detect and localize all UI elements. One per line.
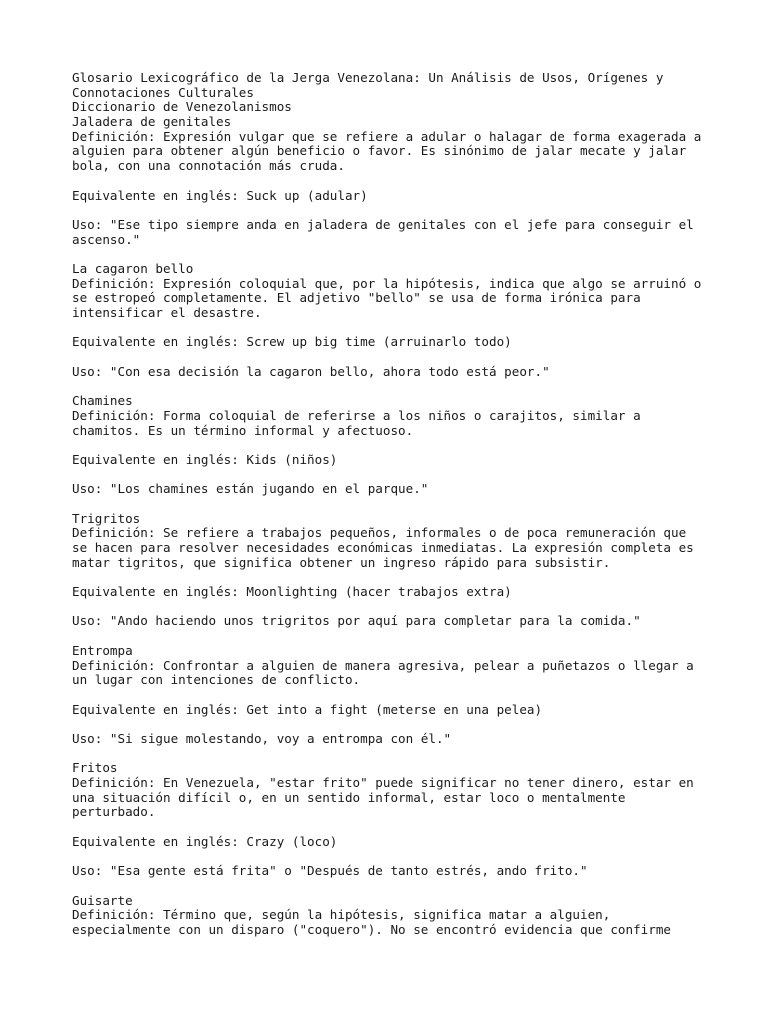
spacer <box>72 688 768 703</box>
entry-usage-line: Uso: "Con esa decisión la cagaron bello, ahora todo está peor." <box>72 363 550 379</box>
spacer <box>72 717 768 732</box>
entry-definition-line: Definición: Se refiere a trabajos pequeños, informales o de poca remuneración que <box>72 525 687 541</box>
entry-definition-line: perturbado. <box>72 804 156 820</box>
entry-equivalent: Equivalente en inglés: Get into a fight (meterse en una pelea) <box>72 701 543 717</box>
spacer <box>72 820 768 835</box>
entry-term: Entrompa <box>72 642 133 658</box>
document-subtitle: Diccionario de Venezolanismos <box>72 99 292 115</box>
entry-equivalent: Equivalente en inglés: Screw up big time (arruinarlo todo) <box>72 334 512 350</box>
entry-definition-line: Definición: Confrontar a alguien de manera agresiva, pelear a puñetazos o llegar a <box>72 657 694 673</box>
spacer <box>72 600 768 615</box>
spacer <box>72 379 768 394</box>
spacer <box>72 849 768 864</box>
entry-definition-line: bola, con una connotación más cruda. <box>72 158 345 174</box>
entry-term: Jaladera de genitales <box>72 114 232 130</box>
spacer <box>72 629 768 644</box>
spacer <box>72 247 768 262</box>
entry-term: Trigritos <box>72 510 141 526</box>
entry-definition-line: Definición: Término que, según la hipótesis, significa matar a alguien, <box>72 907 611 923</box>
entry-definition-line: se hacen para resolver necesidades económicas inmediatas. La expresión completa es <box>72 540 694 555</box>
spacer <box>72 570 768 585</box>
entry-definition-line: especialmente con un disparo ("coquero"). No se encontró evidencia que confirme <box>72 921 671 937</box>
document-title-line-1: Glosario Lexicográfico de la Jerga Venezolana: Un Análisis de Usos, Orígenes y <box>72 70 664 85</box>
spacer <box>72 203 768 218</box>
entry-definition-line: Definición: Forma coloquial de referirse a los niños o carajitos, similar a <box>72 407 641 423</box>
entry-term: Fritos <box>72 760 118 776</box>
entry-definition-line: alguien para obtener algún beneficio o favor. Es sinónimo de jalar mecate y jalar <box>72 143 687 159</box>
spacer <box>72 438 768 453</box>
entry-usage-line: Uso: "Ese tipo siempre anda en jaladera de genitales con el jefe para conseguir el <box>72 216 694 232</box>
entry-equivalent: Equivalente en inglés: Suck up (adular) <box>72 187 368 203</box>
spacer <box>72 350 768 365</box>
spacer <box>72 174 768 189</box>
entry-definition-line: se estropeó completamente. El adjetivo "bello" se usa de forma irónica para <box>72 290 641 306</box>
spacer <box>72 497 768 512</box>
spacer <box>72 879 768 894</box>
entry-definition-line: una situación difícil o, en un sentido informal, estar loco o mentalmente <box>72 789 626 805</box>
entry-usage-line: ascenso." <box>72 231 141 247</box>
entry-equivalent: Equivalente en inglés: Crazy (loco) <box>72 833 338 849</box>
entry-term: Guisarte <box>72 892 133 908</box>
entry-definition-line: matar tigritos, que significa obtener un ingreso rápido para subsistir. <box>72 554 611 570</box>
spacer <box>72 747 768 762</box>
entry-usage-line: Uso: "Los chamines están jugando en el parque." <box>72 481 429 497</box>
document-title-line-2: Connotaciones Culturales <box>72 84 254 100</box>
entry-equivalent: Equivalente en inglés: Kids (niños) <box>72 451 338 467</box>
spacer <box>72 468 768 483</box>
entry-definition-line: chamitos. Es un término informal y afectuoso. <box>72 422 414 438</box>
entry-usage-line: Uso: "Si sigue molestando, voy a entrompa con él." <box>72 730 452 746</box>
entry-equivalent: Equivalente en inglés: Moonlighting (hacer trabajos extra) <box>72 584 512 600</box>
entry-usage-line: Uso: "Ando haciendo unos trigritos por aquí para completar para la comida." <box>72 613 641 629</box>
entry-definition-line: Definición: Expresión coloquial que, por la hipótesis, indica que algo se arruinó o <box>72 275 702 291</box>
entry-definition-line: Definición: En Venezuela, "estar frito" puede significar no tener dinero, estar en <box>72 775 694 790</box>
entry-definition-line: intensificar el desastre. <box>72 305 262 320</box>
entry-definition-line: Definición: Expresión vulgar que se refiere a adular o halagar de forma exagerada a <box>72 128 702 144</box>
entry-usage-line: Uso: "Esa gente está frita" o "Después de tanto estrés, ando frito." <box>72 863 588 879</box>
entry-term: La cagaron bello <box>72 260 194 276</box>
spacer <box>72 321 768 336</box>
entry-term: Chamines <box>72 393 133 409</box>
entry-definition-line: un lugar con intenciones de conflicto. <box>72 672 361 688</box>
